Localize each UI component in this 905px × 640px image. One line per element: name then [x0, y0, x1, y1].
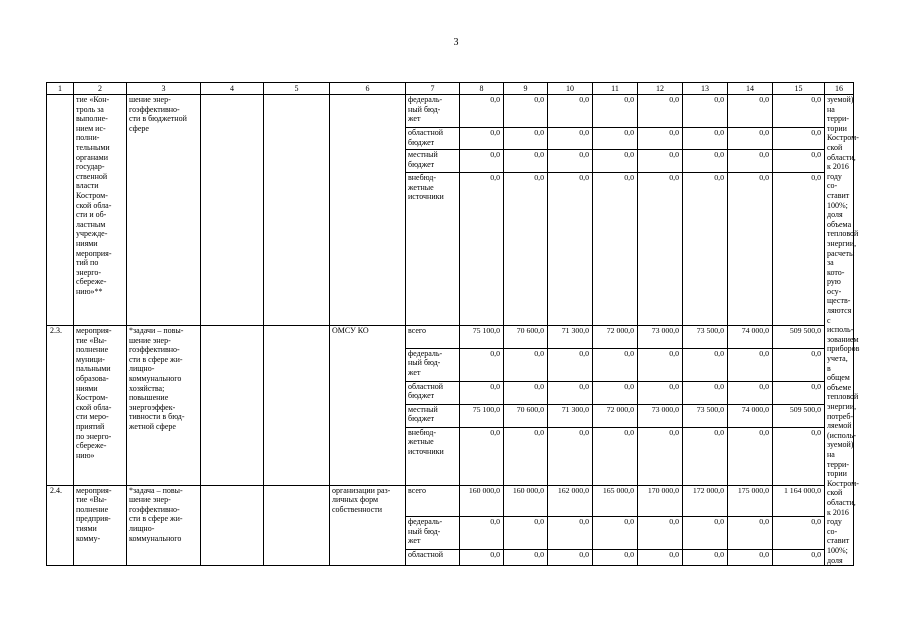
value-cell: 509 500,0 [773, 404, 825, 427]
header-cell: 5 [264, 83, 330, 95]
value-cell: 0,0 [773, 150, 825, 173]
task-description: *задача – повы- шение энер- гоэффективно- сти в сфере жи- лищно- коммунального [127, 485, 201, 566]
cell-col4 [201, 485, 264, 566]
executor: ОМСУ КО [330, 326, 406, 486]
value-cell: 0,0 [638, 95, 683, 128]
value-cell: 73 000,0 [638, 404, 683, 427]
funding-source-label: внебюд- жетные источники [406, 427, 460, 485]
funding-source-label: местный бюджет [406, 404, 460, 427]
value-cell: 0,0 [548, 517, 593, 550]
cell-col4 [201, 95, 264, 326]
table-row [47, 95, 854, 128]
value-cell: 0,0 [728, 550, 773, 566]
value-cell: 0,0 [460, 517, 504, 550]
header-row [47, 83, 854, 95]
value-cell: 0,0 [504, 550, 548, 566]
value-cell: 0,0 [773, 128, 825, 150]
header-cell: 12 [638, 83, 683, 95]
value-cell: 0,0 [638, 173, 683, 326]
value-cell: 0,0 [593, 150, 638, 173]
value-cell: 0,0 [504, 128, 548, 150]
funding-source-label: всего [406, 485, 460, 517]
value-cell: 0,0 [773, 95, 825, 128]
value-cell: 74 000,0 [728, 326, 773, 349]
table-row [47, 326, 854, 349]
target-indicator: зуемой) на терри- тории Костром- ской области, к 2016 году со- ставит 100%; доля объема тепловой энергии, расчеты за кото- рую осу- ществ- ляются с исполь- зованием приборов учета, в общем объеме тепловой энергии, потреб- ляемой (исполь- зуемой) на терри- тории Костром- ской области, к 2016 году со- ставит 100%; доля [825, 95, 854, 566]
value-cell: 73 000,0 [638, 326, 683, 349]
cell-number [47, 95, 74, 326]
value-cell: 0,0 [548, 150, 593, 173]
value-cell: 0,0 [548, 128, 593, 150]
value-cell: 0,0 [728, 128, 773, 150]
value-cell: 71 300,0 [548, 326, 593, 349]
value-cell: 0,0 [460, 150, 504, 173]
value-cell: 0,0 [773, 517, 825, 550]
value-cell: 0,0 [638, 427, 683, 485]
value-cell: 170 000,0 [638, 485, 683, 517]
program-table [46, 82, 860, 566]
task-description: шение энер- гоэффективно- сти в бюджетной сфере [127, 95, 201, 326]
cell-col5 [264, 326, 330, 486]
header-cell: 1 [47, 83, 74, 95]
value-cell: 0,0 [683, 173, 728, 326]
value-cell: 0,0 [460, 348, 504, 381]
value-cell: 172 000,0 [683, 485, 728, 517]
value-cell: 0,0 [504, 150, 548, 173]
funding-source-label: областной бюджет [406, 128, 460, 150]
value-cell: 0,0 [593, 173, 638, 326]
value-cell: 0,0 [638, 517, 683, 550]
header-cell: 7 [406, 83, 460, 95]
cell-col5 [264, 95, 330, 326]
value-cell: 0,0 [504, 427, 548, 485]
funding-source-label: внебюд- жетные источники [406, 173, 460, 326]
value-cell: 0,0 [460, 427, 504, 485]
value-cell: 72 000,0 [593, 326, 638, 349]
cell-col5 [264, 485, 330, 566]
value-cell: 0,0 [460, 173, 504, 326]
value-cell: 0,0 [683, 427, 728, 485]
header-cell: 15 [773, 83, 825, 95]
value-cell: 0,0 [683, 348, 728, 381]
value-cell: 160 000,0 [460, 485, 504, 517]
table-row [47, 485, 854, 517]
funding-source-label: областной [406, 550, 460, 566]
value-cell: 0,0 [460, 95, 504, 128]
row-number: 2.4. [47, 485, 74, 566]
value-cell: 162 000,0 [548, 485, 593, 517]
value-cell: 0,0 [504, 517, 548, 550]
task-description: *задачи – повы- шение энер- гоэффективно- сти в сфере жи- лищно- коммунального хозяйства; повышение энергоэффек- тивности в бюд- жетной сфере [127, 326, 201, 486]
value-cell: 0,0 [728, 427, 773, 485]
value-cell: 160 000,0 [504, 485, 548, 517]
value-cell: 0,0 [638, 348, 683, 381]
value-cell: 0,0 [728, 173, 773, 326]
value-cell: 0,0 [638, 550, 683, 566]
value-cell: 0,0 [773, 348, 825, 381]
value-cell: 0,0 [683, 95, 728, 128]
header-cell: 10 [548, 83, 593, 95]
value-cell: 0,0 [683, 381, 728, 404]
value-cell: 0,0 [460, 381, 504, 404]
header-cell: 6 [330, 83, 406, 95]
header-cell: 16 [825, 83, 854, 95]
value-cell: 175 000,0 [728, 485, 773, 517]
value-cell: 0,0 [773, 550, 825, 566]
value-cell: 0,0 [728, 150, 773, 173]
cell-col4 [201, 326, 264, 486]
value-cell: 0,0 [728, 95, 773, 128]
value-cell: 0,0 [773, 427, 825, 485]
value-cell: 165 000,0 [593, 485, 638, 517]
header-cell: 2 [74, 83, 127, 95]
value-cell: 0,0 [504, 95, 548, 128]
funding-source-label: местный бюджет [406, 150, 460, 173]
header-cell: 3 [127, 83, 201, 95]
value-cell: 0,0 [683, 150, 728, 173]
value-cell: 0,0 [460, 128, 504, 150]
activity-name: тие «Кон- троль за выполне- нием ис- полни- тельными органами государ- ственной власти Костром- ской обла- сти и об- ластным учрежде- ниями мероприя- тий по энерго- сбереже- нию»** [74, 95, 127, 326]
funding-source-label: федераль- ный бюд- жет [406, 95, 460, 128]
value-cell: 0,0 [548, 381, 593, 404]
value-cell: 0,0 [728, 381, 773, 404]
value-cell: 0,0 [728, 348, 773, 381]
value-cell: 0,0 [504, 173, 548, 326]
row-number: 2.3. [47, 326, 74, 486]
value-cell: 0,0 [593, 550, 638, 566]
page-number: 3 [453, 37, 459, 48]
value-cell: 0,0 [460, 550, 504, 566]
value-cell: 0,0 [548, 348, 593, 381]
header-cell: 4 [201, 83, 264, 95]
executor: организации раз- личных форм собственности [330, 485, 406, 566]
value-cell: 0,0 [773, 173, 825, 326]
header-cell: 14 [728, 83, 773, 95]
value-cell: 0,0 [593, 95, 638, 128]
value-cell: 0,0 [638, 381, 683, 404]
value-cell: 0,0 [593, 128, 638, 150]
header-cell: 8 [460, 83, 504, 95]
value-cell: 0,0 [593, 517, 638, 550]
activity-name: мероприя- тие «Вы- полнение муници- пальными образова- ниями Костром- ской обла- сти меро- приятий по энерго- сбереже- нию» [74, 326, 127, 486]
funding-source-label: федераль- ный бюд- жет [406, 348, 460, 381]
value-cell: 0,0 [683, 550, 728, 566]
executor [330, 95, 406, 326]
value-cell: 0,0 [504, 348, 548, 381]
value-cell: 73 500,0 [683, 326, 728, 349]
activity-name: мероприя- тие «Вы- полнение предприя- тиями комму- [74, 485, 127, 566]
value-cell: 75 100,0 [460, 404, 504, 427]
funding-source-label: федераль- ный бюд- жет [406, 517, 460, 550]
value-cell: 0,0 [593, 381, 638, 404]
funding-source-label: областной бюджет [406, 381, 460, 404]
value-cell: 0,0 [728, 517, 773, 550]
value-cell: 70 600,0 [504, 326, 548, 349]
value-cell: 71 300,0 [548, 404, 593, 427]
value-cell: 509 500,0 [773, 326, 825, 349]
funding-source-label: всего [406, 326, 460, 349]
value-cell: 74 000,0 [728, 404, 773, 427]
header-cell: 13 [683, 83, 728, 95]
value-cell: 0,0 [683, 517, 728, 550]
value-cell: 0,0 [683, 128, 728, 150]
value-cell: 0,0 [593, 427, 638, 485]
value-cell: 0,0 [504, 381, 548, 404]
value-cell: 0,0 [548, 550, 593, 566]
value-cell: 0,0 [548, 95, 593, 128]
value-cell: 75 100,0 [460, 326, 504, 349]
header-cell: 11 [593, 83, 638, 95]
value-cell: 0,0 [638, 128, 683, 150]
value-cell: 0,0 [638, 150, 683, 173]
value-cell: 70 600,0 [504, 404, 548, 427]
value-cell: 0,0 [773, 381, 825, 404]
header-cell: 9 [504, 83, 548, 95]
value-cell: 0,0 [548, 427, 593, 485]
value-cell: 72 000,0 [593, 404, 638, 427]
value-cell: 0,0 [548, 173, 593, 326]
value-cell: 0,0 [593, 348, 638, 381]
value-cell: 1 164 000,0 [773, 485, 825, 517]
value-cell: 73 500,0 [683, 404, 728, 427]
